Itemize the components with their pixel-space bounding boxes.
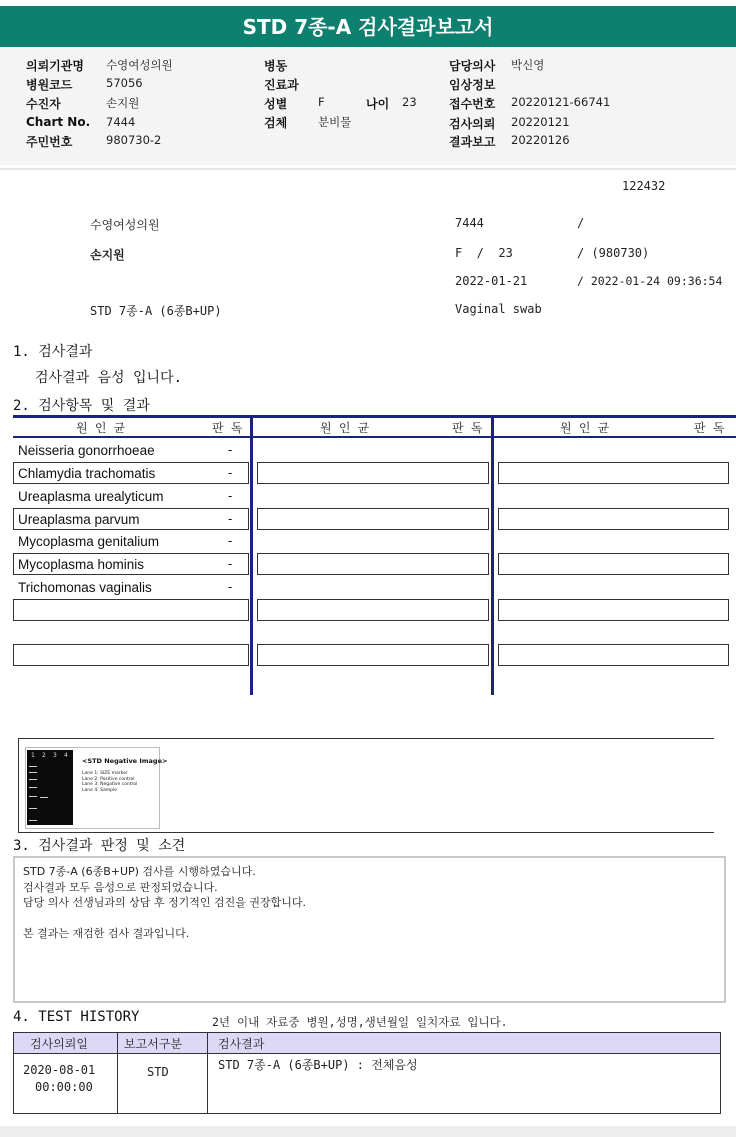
history-result: STD 7종-A (6종B+UP) : 전체음성 — [218, 1058, 418, 1072]
section2-heading: 2. 검사항목 및 결과 — [13, 398, 150, 414]
col-header-result: 판 독 — [694, 421, 725, 435]
table-header-rule — [13, 436, 736, 438]
info-request-date: 2022-01-21 — [455, 274, 528, 288]
organism-result: - — [228, 443, 233, 457]
history-type: STD — [147, 1065, 169, 1079]
gel-lane-label: 2 — [42, 752, 46, 759]
table-top-rule — [13, 415, 736, 418]
header-label: 담당의사 — [449, 59, 496, 73]
gel-title: <STD Negative Image> — [82, 757, 168, 765]
organism-name: Trichomonas vaginalis — [18, 580, 152, 595]
header-label: 의뢰기관명 — [26, 59, 84, 73]
gel-band — [29, 796, 37, 797]
organism-result: - — [228, 466, 233, 480]
report-code: 122432 — [622, 179, 666, 193]
gel-band — [29, 820, 37, 821]
gel-legend-item: Lane 2: Positive control — [82, 776, 135, 782]
header-label: 임상정보 — [449, 78, 496, 92]
gel-legend-item: Lane 4: Sample — [82, 787, 117, 793]
info-report-datetime: / 2022-01-24 09:36:54 — [577, 274, 723, 288]
history-col-header: 검사결과 — [218, 1037, 265, 1051]
table-row — [498, 462, 729, 484]
table-row — [257, 462, 489, 484]
history-time: 00:00:00 — [35, 1080, 93, 1094]
header-label: 나이 — [366, 97, 390, 111]
table-divider — [250, 415, 253, 695]
opinion-text — [23, 864, 306, 942]
header-label: 결과보고 — [449, 135, 496, 149]
header-label: Chart No. — [26, 115, 91, 129]
organism-result: - — [228, 557, 233, 571]
col-header-organism: 원 인 균 — [76, 421, 126, 435]
organism-result: - — [228, 489, 233, 503]
gel-band — [29, 772, 37, 773]
header-label: 병원코드 — [26, 78, 73, 92]
organism-result: - — [228, 534, 233, 548]
history-col-header: 검사의뢰일 — [30, 1037, 88, 1051]
opinion-line — [23, 911, 306, 927]
col-header-organism: 원 인 균 — [320, 421, 370, 435]
gel-bottom-rule — [18, 832, 714, 833]
table-row — [257, 599, 489, 621]
gel-left-rule — [18, 738, 19, 833]
history-col-header: 보고서구분 — [124, 1037, 182, 1051]
organism-name: Neisseria gonorrhoeae — [18, 443, 155, 458]
sex-value: F — [318, 95, 325, 109]
resident-number: 980730-2 — [106, 133, 162, 147]
opinion-line: 검사결과 모두 음성으로 판정되었습니다. — [23, 880, 218, 894]
info-sex-age: F / 23 — [455, 246, 513, 260]
table-divider — [491, 415, 494, 695]
table-row — [257, 553, 489, 575]
table-row — [257, 508, 489, 530]
patient-name: 손지원 — [106, 96, 140, 110]
gel-legend — [82, 771, 137, 793]
header-label: 진료과 — [264, 78, 299, 92]
chart-number: 7444 — [106, 115, 136, 129]
history-header-bg — [14, 1033, 720, 1053]
history-col-rule — [117, 1032, 118, 1114]
report-date: 20220126 — [511, 133, 570, 147]
history-col-rule — [207, 1032, 208, 1114]
opinion-line: 담당 의사 선생님과의 상담 후 정기적인 검진을 권장합니다. — [23, 896, 306, 909]
doctor-name: 박신영 — [511, 58, 545, 72]
organism-name: Chlamydia trachomatis — [18, 466, 156, 481]
header-label: 성별 — [264, 97, 288, 111]
table-row — [13, 644, 249, 666]
info-hospital: 수영여성의원 — [90, 218, 160, 232]
info-patient: 손지원 — [90, 248, 125, 262]
info-specimen: Vaginal swab — [455, 302, 542, 316]
divider — [0, 168, 736, 170]
table-row — [498, 599, 729, 621]
gel-lane-label: 3 — [53, 752, 57, 759]
organism-result: - — [228, 580, 233, 594]
header-label: 수진자 — [26, 97, 61, 111]
gel-band — [29, 787, 37, 788]
table-row — [13, 599, 249, 621]
info-test-name: STD 7종-A (6종B+UP) — [90, 304, 222, 318]
history-date: 2020-08-01 — [23, 1063, 96, 1077]
info-chart: 7444 — [455, 216, 484, 230]
organism-name: Ureaplasma urealyticum — [18, 489, 164, 504]
opinion-line: 본 결과는 재검한 검사 결과입니다. — [23, 927, 190, 940]
header-label: 접수번호 — [449, 97, 496, 111]
history-header-rule — [13, 1053, 721, 1054]
table-row — [498, 508, 729, 530]
header-label: 병동 — [264, 59, 288, 73]
age-value: 23 — [402, 95, 417, 109]
section1-result: 검사결과 음성 입니다. — [35, 370, 183, 386]
info-dob: / (980730) — [577, 246, 650, 260]
header-label: 주민번호 — [26, 135, 73, 149]
gel-legend-item: Lane 1: SIZE marker — [82, 771, 128, 776]
section3-heading: 3. 검사결과 판정 및 소견 — [13, 838, 186, 854]
info-slash: / — [577, 216, 585, 230]
history-note: 2년 이내 자료중 병원,성명,생년월일 일치자료 입니다. — [212, 1015, 508, 1029]
gel-band — [29, 766, 37, 767]
organism-name: Ureaplasma parvum — [18, 512, 140, 527]
gel-band — [29, 779, 37, 780]
gel-legend-item: Lane 3: Negative control — [82, 782, 138, 787]
hospital-name: 수영여성의원 — [106, 58, 173, 72]
hospital-code: 57056 — [106, 76, 143, 90]
col-header-result: 판 독 — [212, 421, 243, 435]
section4-heading: 4. TEST HISTORY — [13, 1009, 140, 1025]
organism-name: Mycoplasma genitalium — [18, 534, 160, 549]
gel-band — [40, 797, 48, 798]
gel-lane-label: 1 — [31, 752, 35, 759]
section1-heading: 1. 검사결과 — [13, 344, 93, 360]
table-row — [498, 553, 729, 575]
specimen-value: 분비물 — [318, 115, 352, 129]
accession-number: 20220121-66741 — [511, 95, 611, 109]
report-title: STD 7종-A 검사결과보고서 — [0, 6, 736, 47]
col-header-result: 판 독 — [452, 421, 483, 435]
request-date: 20220121 — [511, 115, 570, 129]
gel-band — [29, 808, 37, 809]
gel-lane-label: 4 — [64, 752, 68, 759]
gel-top-rule — [18, 738, 714, 739]
header-label: 검사의뢰 — [449, 117, 496, 131]
organism-result: - — [228, 512, 233, 526]
page-footer-bar — [0, 1126, 736, 1137]
organism-name: Mycoplasma hominis — [18, 557, 145, 572]
gel-image — [27, 750, 73, 825]
opinion-line: STD 7종-A (6종B+UP) 검사를 시행하였습니다. — [23, 865, 256, 878]
col-header-organism: 원 인 균 — [560, 421, 610, 435]
header-label: 검체 — [264, 116, 288, 130]
table-row — [498, 644, 729, 666]
table-row — [257, 644, 489, 666]
